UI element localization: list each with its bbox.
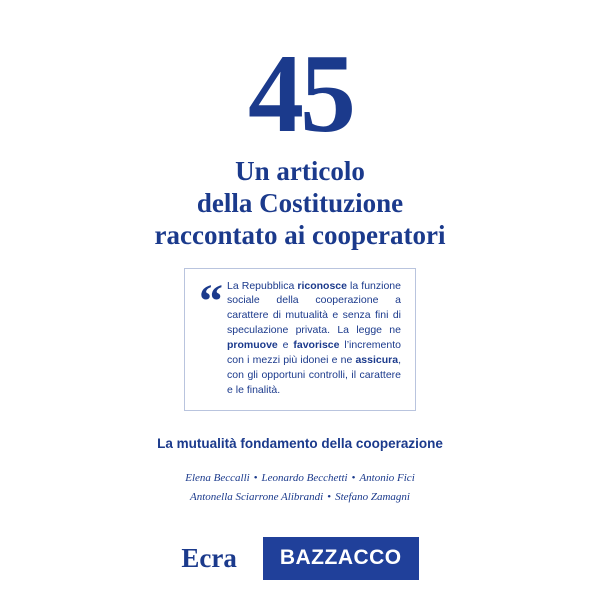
quote-fragment: La Repubblica — [227, 279, 298, 292]
author-name: Antonella Sciarrone Alibrandi — [190, 491, 324, 504]
quotation-mark-icon: “ — [199, 274, 221, 328]
quote-fragment: la funzione sociale della cooperazione a carattere di mutualità e senza fini di speculazione privata. La legge ne — [227, 279, 401, 337]
authors-line-2 — [0, 488, 600, 507]
authors-line-1 — [0, 469, 600, 488]
quote-text — [227, 279, 401, 398]
article-number: 45 — [248, 32, 352, 156]
quote-box — [184, 268, 416, 411]
author-separator: • — [253, 471, 258, 484]
title-line-1: Un articolo — [235, 156, 365, 186]
publisher-logo-ecra: Ecra — [181, 543, 237, 573]
author-name: Antonio Fici — [359, 471, 415, 484]
author-name: Stefano Zamagni — [335, 491, 410, 504]
author-name: Elena Beccalli — [185, 471, 250, 484]
author-name: Leonardo Becchetti — [261, 471, 348, 484]
authors-list — [0, 469, 600, 508]
author-separator: • — [351, 471, 356, 484]
quote-emphasis: favorisce — [293, 339, 340, 352]
quote-emphasis: assicura — [355, 354, 399, 367]
title-line-3: raccontato ai cooperatori — [154, 219, 446, 250]
quote-fragment: l’incremento con i mezzi più idonei e ne — [227, 339, 401, 367]
title-line-2: della Costituzione — [196, 187, 404, 218]
footer-logos — [0, 537, 600, 580]
author-separator: • — [327, 491, 332, 504]
page-title — [0, 156, 600, 252]
imprint-logo-bazzacco: BAZZACCO — [263, 537, 419, 580]
quote-fragment: , con gli opportuni controlli, il carattere e le finalità. — [227, 354, 401, 396]
quote-fragment: e — [277, 339, 294, 352]
quote-emphasis: riconosce — [297, 279, 347, 292]
subtitle: La mutualità fondamento della cooperazione — [157, 435, 443, 451]
quote-emphasis: promuove — [227, 339, 278, 352]
